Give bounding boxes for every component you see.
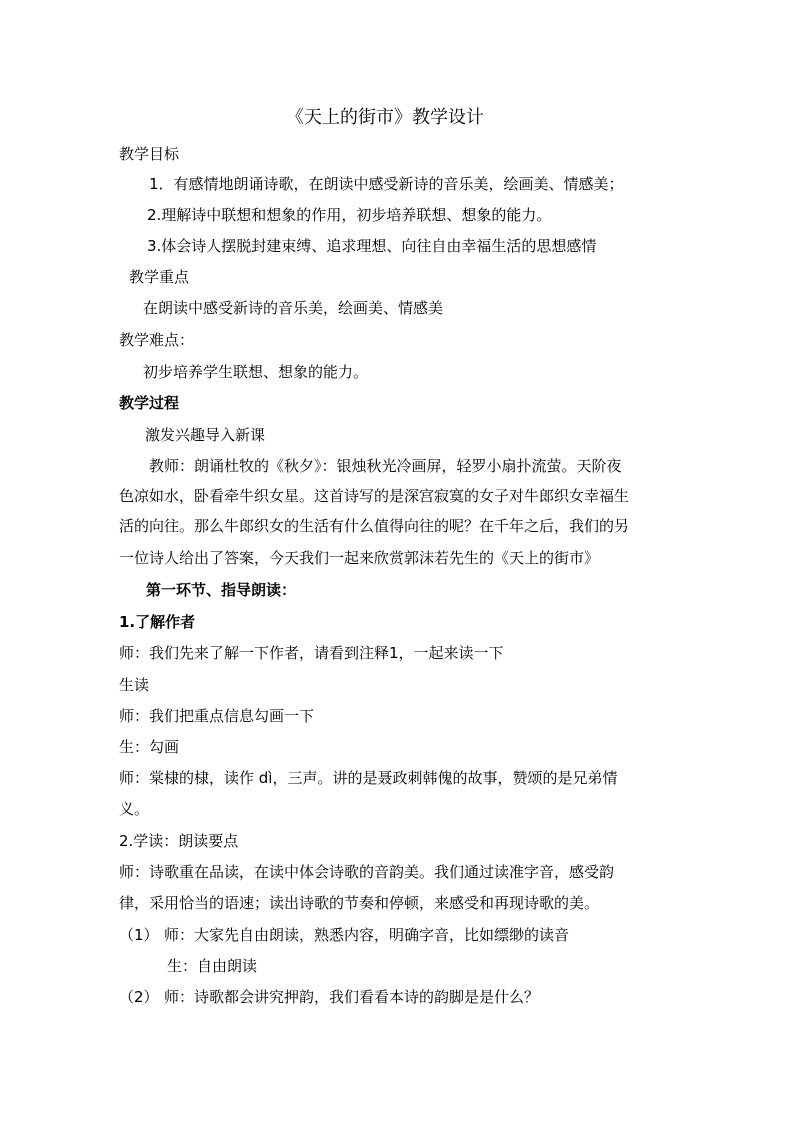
dialogue2-line-2: 律，采用恰当的语速；读出诗歌的节奏和停顿，来感受和再现诗歌的美。 (119, 894, 600, 912)
sub-item-2-text: 生：自由朗读 (167, 957, 258, 975)
key-points-text: 在朗读中感受新诗的音乐美，绘画美、情感美 (143, 299, 444, 317)
document-title: 《天上的街市》教学设计 (286, 107, 484, 128)
dialogue1-line-6: 义。 (119, 800, 150, 818)
dialogue1-line-5: 师：棠棣的棣，读作 dì，三声。讲的是聂政刺韩傀的故事，赞颂的是兄弟情 (119, 769, 618, 787)
intro-heading: 激发兴趣导入新课 (145, 426, 266, 444)
section1-heading: 第一环节、指导朗读： (146, 581, 297, 599)
step1-heading: 1.了解作者 (119, 613, 196, 631)
intro-line-1: 教师：朗诵杜牧的《秋夕》：银烛秋光冷画屏，轻罗小扇扑流萤。天阶夜 (149, 457, 622, 475)
difficulties-heading: 教学难点： (119, 331, 195, 349)
step2-heading: 2.学读：朗读要点 (119, 832, 239, 850)
dialogue1-line-3: 师：我们把重点信息勾画一下 (119, 707, 315, 725)
process-heading: 教学过程 (119, 394, 180, 412)
objective-item-2: 2.理解诗中联想和想象的作用，初步培养联想、想象的能力。 (147, 206, 552, 224)
key-points-heading: 教学重点 (129, 268, 190, 286)
objective-item-3: 3.体会诗人摆脱封建束缚、追求理想、向往自由幸福生活的思想感情 (147, 237, 597, 255)
dialogue1-line-2: 生读 (119, 676, 150, 694)
sub-item-3-text: 师：诗歌都会讲究押韵，我们看看本诗的韵脚是是什么？ (164, 988, 540, 1006)
objectives-heading: 教学目标 (119, 145, 180, 163)
difficulties-text: 初步培养学生联想、想象的能力。 (143, 363, 369, 381)
dialogue2-line-1: 师：诗歌重在品读，在读中体会诗歌的音韵美。我们通过读准字音，感受韵 (119, 863, 615, 881)
intro-line-3: 活的向往。那么牛郎织女的生活有什么值得向往的呢？在千年之后，我们的另 (119, 517, 630, 535)
intro-line-2: 色凉如水，卧看牵牛织女星。这首诗写的是深宫寂寞的女子对牛郎织女幸福生 (119, 487, 630, 505)
sub-item-1-number: （1） (119, 926, 159, 944)
dialogue1-line-4: 生：勾画 (119, 738, 180, 756)
objective-item-1: 1．有感情地朗诵诗歌，在朗读中感受新诗的音乐美，绘画美、情感美； (149, 175, 624, 193)
intro-line-4: 一位诗人给出了答案，今天我们一起来欣赏郭沫若先生的《天上的街市》 (119, 549, 600, 567)
dialogue1-line-1: 师：我们先来了解一下作者，请看到注释1，一起来读一下 (119, 644, 504, 662)
sub-item-1-text: 师：大家先自由朗读，熟悉内容，明确字音，比如缥缈的读音 (164, 926, 570, 944)
sub-item-3-number: （2） (119, 988, 159, 1006)
